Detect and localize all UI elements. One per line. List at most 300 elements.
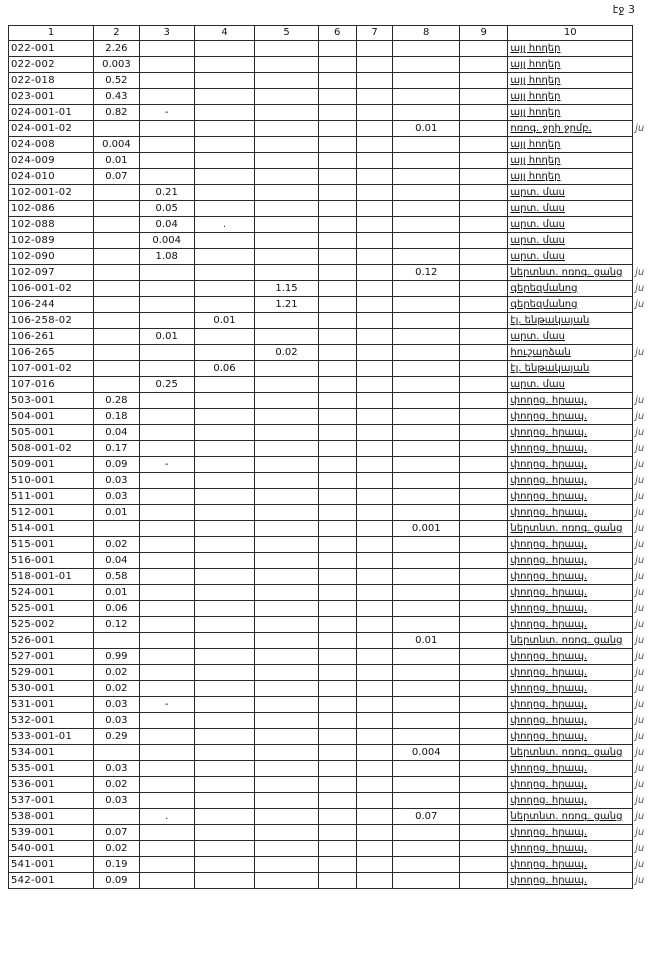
cell-col2 [94, 633, 139, 649]
cell-col1: 537-001 [9, 793, 94, 809]
cell-col6 [318, 265, 356, 281]
cell-col5 [255, 665, 318, 681]
margin-note: ju [635, 859, 645, 870]
cell-col1: 538-001 [9, 809, 94, 825]
cell-col5 [255, 697, 318, 713]
cell-col3 [139, 761, 194, 777]
cell-col8 [393, 329, 460, 345]
cell-col4 [194, 777, 255, 793]
cell-col8 [393, 553, 460, 569]
cell-col5 [255, 521, 318, 537]
cell-col9 [460, 185, 508, 201]
cell-col10: այլ հողեր [508, 41, 633, 57]
column-header-7: 7 [356, 26, 393, 41]
cell-col6 [318, 777, 356, 793]
cell-col6 [318, 41, 356, 57]
cell-col10: այլ հողեր [508, 137, 633, 153]
cell-col10: արտ. մաս [508, 233, 633, 249]
cell-col4 [194, 873, 255, 889]
cell-col10: գերեզմանոց [508, 297, 633, 313]
cell-col5 [255, 761, 318, 777]
cell-col2: 0.17 [94, 441, 139, 457]
cell-col8 [393, 233, 460, 249]
table-row [9, 345, 651, 361]
cell-col8 [393, 393, 460, 409]
cell-col6 [318, 681, 356, 697]
table-row [9, 809, 651, 825]
cell-col8 [393, 41, 460, 57]
cell-col10: այլ հողեր [508, 153, 633, 169]
cell-col6 [318, 697, 356, 713]
cell-col9 [460, 633, 508, 649]
cell-col9 [460, 537, 508, 553]
margin-note [633, 89, 651, 105]
cell-col6 [318, 297, 356, 313]
table-row [9, 585, 651, 601]
cell-col2 [94, 745, 139, 761]
cell-col7 [356, 393, 393, 409]
cell-col5 [255, 617, 318, 633]
cell-col7 [356, 137, 393, 153]
margin-note: ju [635, 875, 645, 886]
cell-col6 [318, 841, 356, 857]
margin-note: ju [635, 763, 645, 774]
cell-col2: 0.02 [94, 681, 139, 697]
cell-col2: 0.43 [94, 89, 139, 105]
cell-col10: փողոց. հրապ. [508, 713, 633, 729]
cell-col10: ներտնտ. ոռոգ. ցանց [508, 809, 633, 825]
cell-col10: այլ հողեր [508, 105, 633, 121]
cell-col4 [194, 569, 255, 585]
cell-col7 [356, 425, 393, 441]
cell-col5: 0.02 [255, 345, 318, 361]
column-header-1: 1 [9, 26, 94, 41]
table-row [9, 489, 651, 505]
cell-col3 [139, 345, 194, 361]
cell-col9 [460, 697, 508, 713]
cell-col3: 0.04 [139, 217, 194, 233]
cell-col1: 535-001 [9, 761, 94, 777]
column-header-2: 2 [94, 26, 139, 41]
cell-col5 [255, 713, 318, 729]
table-row [9, 649, 651, 665]
cell-col9 [460, 281, 508, 297]
cell-col1: 107-001-02 [9, 361, 94, 377]
cell-col5 [255, 361, 318, 377]
cell-col8 [393, 201, 460, 217]
column-header-6: 6 [318, 26, 356, 41]
column-header-9: 9 [460, 26, 508, 41]
cell-col2 [94, 217, 139, 233]
cell-col7 [356, 681, 393, 697]
cell-col9 [460, 857, 508, 873]
cell-col3 [139, 265, 194, 281]
land-parcel-table [8, 25, 651, 889]
cell-col8 [393, 297, 460, 313]
cell-col8 [393, 697, 460, 713]
cell-col5: 1.15 [255, 281, 318, 297]
cell-col3 [139, 281, 194, 297]
cell-col5 [255, 409, 318, 425]
cell-col6 [318, 57, 356, 73]
cell-col3: 0.004 [139, 233, 194, 249]
cell-col9 [460, 569, 508, 585]
page-number: էջ 3 [612, 3, 635, 16]
cell-col3: 0.25 [139, 377, 194, 393]
cell-col8 [393, 313, 460, 329]
margin-note: ju [635, 795, 645, 806]
cell-col2: 0.06 [94, 601, 139, 617]
cell-col9 [460, 505, 508, 521]
cell-col5 [255, 41, 318, 57]
cell-col6 [318, 137, 356, 153]
cell-col8 [393, 649, 460, 665]
cell-col9 [460, 681, 508, 697]
cell-col9 [460, 473, 508, 489]
cell-col9 [460, 377, 508, 393]
margin-note: ju [635, 603, 645, 614]
table-row [9, 745, 651, 761]
cell-col9 [460, 665, 508, 681]
cell-col9 [460, 153, 508, 169]
cell-col10: փողոց. հրապ. [508, 601, 633, 617]
cell-col5 [255, 777, 318, 793]
cell-col3 [139, 57, 194, 73]
cell-col10: փողոց. հրապ. [508, 441, 633, 457]
margin-note [633, 217, 651, 233]
cell-col7 [356, 57, 393, 73]
cell-col1: 106-244 [9, 297, 94, 313]
cell-col8: 0.07 [393, 809, 460, 825]
cell-col5 [255, 745, 318, 761]
cell-col6 [318, 361, 356, 377]
cell-col4: 0.06 [194, 361, 255, 377]
cell-col1: 534-001 [9, 745, 94, 761]
cell-col9 [460, 649, 508, 665]
table-row [9, 153, 651, 169]
cell-col3 [139, 73, 194, 89]
cell-col10: փողոց. հրապ. [508, 793, 633, 809]
cell-col10: փողոց. հրապ. [508, 649, 633, 665]
cell-col8 [393, 217, 460, 233]
cell-col3: 0.21 [139, 185, 194, 201]
cell-col6 [318, 617, 356, 633]
table-row [9, 617, 651, 633]
cell-col9 [460, 409, 508, 425]
cell-col10: փողոց. հրապ. [508, 665, 633, 681]
cell-col6 [318, 393, 356, 409]
cell-col8 [393, 857, 460, 873]
cell-col10: այլ հողեր [508, 89, 633, 105]
cell-col2 [94, 377, 139, 393]
margin-note: ju [635, 747, 645, 758]
cell-col10: այլ հողեր [508, 73, 633, 89]
cell-col8 [393, 569, 460, 585]
cell-col4 [194, 409, 255, 425]
cell-col2 [94, 809, 139, 825]
cell-col2: 0.01 [94, 585, 139, 601]
cell-col9 [460, 601, 508, 617]
cell-col2: 0.03 [94, 713, 139, 729]
cell-col6 [318, 793, 356, 809]
cell-col10: այլ հողեր [508, 169, 633, 185]
cell-col3 [139, 633, 194, 649]
cell-col5 [255, 329, 318, 345]
table-row [9, 441, 651, 457]
cell-col3 [139, 841, 194, 857]
cell-col8 [393, 425, 460, 441]
cell-col3 [139, 793, 194, 809]
cell-col4: 0.01 [194, 313, 255, 329]
cell-col6 [318, 601, 356, 617]
cell-col10: գերեզմանոց [508, 281, 633, 297]
cell-col7 [356, 345, 393, 361]
cell-col7 [356, 745, 393, 761]
cell-col7 [356, 489, 393, 505]
table-row [9, 857, 651, 873]
margin-note-header [633, 26, 651, 41]
cell-col9 [460, 217, 508, 233]
cell-col8 [393, 361, 460, 377]
margin-note: ju [635, 411, 645, 422]
cell-col5 [255, 457, 318, 473]
cell-col4 [194, 153, 255, 169]
cell-col4 [194, 249, 255, 265]
cell-col9 [460, 73, 508, 89]
cell-col2: 0.07 [94, 825, 139, 841]
table-row [9, 713, 651, 729]
cell-col9 [460, 137, 508, 153]
cell-col2: 0.01 [94, 153, 139, 169]
cell-col10: փողոց. հրապ. [508, 537, 633, 553]
table-row [9, 233, 651, 249]
table-row [9, 473, 651, 489]
cell-col10: փողոց. հրապ. [508, 585, 633, 601]
cell-col10: արտ. մաս [508, 329, 633, 345]
cell-col2 [94, 281, 139, 297]
cell-col10: արտ. մաս [508, 185, 633, 201]
cell-col6 [318, 425, 356, 441]
cell-col10: ներտնտ. ոռոգ. ցանց [508, 265, 633, 281]
margin-note [633, 201, 651, 217]
cell-col8 [393, 377, 460, 393]
cell-col9 [460, 825, 508, 841]
cell-col7 [356, 457, 393, 473]
cell-col4 [194, 185, 255, 201]
table-row [9, 841, 651, 857]
cell-col3: 0.05 [139, 201, 194, 217]
margin-note: ju [635, 843, 645, 854]
table-row [9, 249, 651, 265]
cell-col9 [460, 745, 508, 761]
cell-col8 [393, 793, 460, 809]
margin-note: ju [635, 651, 645, 662]
cell-col1: 102-086 [9, 201, 94, 217]
cell-col6 [318, 521, 356, 537]
cell-col10: արտ. մաս [508, 201, 633, 217]
cell-col6 [318, 537, 356, 553]
cell-col8 [393, 489, 460, 505]
cell-col2: 0.18 [94, 409, 139, 425]
cell-col7 [356, 153, 393, 169]
cell-col6 [318, 73, 356, 89]
cell-col7 [356, 121, 393, 137]
cell-col3 [139, 89, 194, 105]
cell-col3 [139, 601, 194, 617]
cell-col6 [318, 217, 356, 233]
table-row [9, 537, 651, 553]
cell-col1: 514-001 [9, 521, 94, 537]
cell-col6 [318, 489, 356, 505]
cell-col3 [139, 665, 194, 681]
cell-col9 [460, 313, 508, 329]
cell-col1: 512-001 [9, 505, 94, 521]
cell-col2 [94, 297, 139, 313]
cell-col8 [393, 585, 460, 601]
table-row [9, 121, 651, 137]
cell-col2: 2.26 [94, 41, 139, 57]
margin-note: ju [635, 283, 645, 294]
cell-col1: 102-097 [9, 265, 94, 281]
cell-col3 [139, 585, 194, 601]
cell-col2 [94, 249, 139, 265]
cell-col8 [393, 537, 460, 553]
cell-col4 [194, 297, 255, 313]
table-row [9, 425, 651, 441]
cell-col1: 024-009 [9, 153, 94, 169]
table-row [9, 393, 651, 409]
table-row [9, 569, 651, 585]
cell-col9 [460, 761, 508, 777]
cell-col7 [356, 601, 393, 617]
margin-note: ju [635, 427, 645, 438]
cell-col9 [460, 57, 508, 73]
cell-col7 [356, 553, 393, 569]
cell-col7 [356, 521, 393, 537]
table-row [9, 825, 651, 841]
cell-col7 [356, 665, 393, 681]
margin-note [633, 137, 651, 153]
cell-col5 [255, 313, 318, 329]
cell-col2: 0.09 [94, 457, 139, 473]
cell-col4 [194, 649, 255, 665]
cell-col7 [356, 473, 393, 489]
cell-col9 [460, 361, 508, 377]
cell-col10: փողոց. հրապ. [508, 777, 633, 793]
table-row [9, 57, 651, 73]
cell-col4 [194, 425, 255, 441]
margin-note [633, 329, 651, 345]
margin-note [633, 249, 651, 265]
cell-col9 [460, 617, 508, 633]
cell-col6 [318, 633, 356, 649]
cell-col7 [356, 857, 393, 873]
cell-col4 [194, 857, 255, 873]
margin-note: ju [635, 811, 645, 822]
cell-col3 [139, 745, 194, 761]
cell-col7 [356, 649, 393, 665]
cell-col7 [356, 505, 393, 521]
table-row [9, 217, 651, 233]
cell-col1: 531-001 [9, 697, 94, 713]
column-header-4: 4 [194, 26, 255, 41]
cell-col10: փողոց. հրապ. [508, 409, 633, 425]
cell-col10: փողոց. հրապ. [508, 681, 633, 697]
cell-col2: 0.09 [94, 873, 139, 889]
cell-col3 [139, 729, 194, 745]
cell-col4 [194, 761, 255, 777]
cell-col9 [460, 329, 508, 345]
cell-col1: 023-001 [9, 89, 94, 105]
cell-col1: 526-001 [9, 633, 94, 649]
cell-col7 [356, 329, 393, 345]
cell-col5 [255, 649, 318, 665]
cell-col6 [318, 473, 356, 489]
cell-col3: . [139, 809, 194, 825]
cell-col9 [460, 793, 508, 809]
cell-col1: 505-001 [9, 425, 94, 441]
cell-col7 [356, 281, 393, 297]
cell-col9 [460, 777, 508, 793]
cell-col8 [393, 185, 460, 201]
cell-col3: - [139, 105, 194, 121]
margin-note: ju [635, 395, 645, 406]
cell-col1: 533-001-01 [9, 729, 94, 745]
table-row [9, 201, 651, 217]
cell-col2: 0.28 [94, 393, 139, 409]
cell-col10: փողոց. հրապ. [508, 729, 633, 745]
cell-col1: 106-001-02 [9, 281, 94, 297]
cell-col7 [356, 569, 393, 585]
cell-col4 [194, 41, 255, 57]
cell-col4 [194, 585, 255, 601]
cell-col4 [194, 329, 255, 345]
margin-note: ju [635, 539, 645, 550]
cell-col1: 524-001 [9, 585, 94, 601]
cell-col4 [194, 793, 255, 809]
cell-col5 [255, 729, 318, 745]
cell-col4 [194, 233, 255, 249]
cell-col7 [356, 409, 393, 425]
cell-col10: փողոց. հրապ. [508, 873, 633, 889]
cell-col1: 527-001 [9, 649, 94, 665]
cell-col7 [356, 809, 393, 825]
cell-col1: 024-001-02 [9, 121, 94, 137]
margin-note: ju [635, 523, 645, 534]
cell-col3 [139, 617, 194, 633]
cell-col9 [460, 457, 508, 473]
cell-col5 [255, 601, 318, 617]
cell-col8 [393, 281, 460, 297]
margin-note: ju [635, 699, 645, 710]
cell-col1: 024-001-01 [9, 105, 94, 121]
cell-col9 [460, 201, 508, 217]
cell-col1: 516-001 [9, 553, 94, 569]
cell-col5 [255, 537, 318, 553]
table-row [9, 313, 651, 329]
cell-col6 [318, 761, 356, 777]
margin-note: ju [635, 571, 645, 582]
cell-col6 [318, 201, 356, 217]
cell-col2: 0.03 [94, 473, 139, 489]
cell-col8 [393, 505, 460, 521]
cell-col5 [255, 201, 318, 217]
cell-col8: 0.004 [393, 745, 460, 761]
margin-note [633, 153, 651, 169]
cell-col6 [318, 89, 356, 105]
cell-col6 [318, 505, 356, 521]
cell-col10: ներտնտ. ոռոգ. ցանց [508, 633, 633, 649]
